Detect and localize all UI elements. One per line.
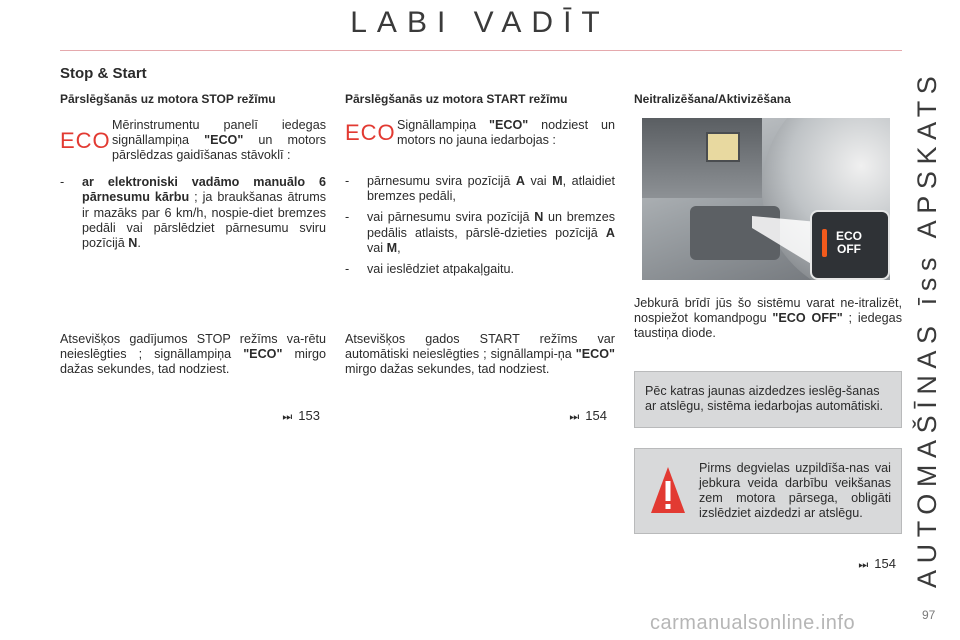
column-start-mode — [345, 92, 616, 423]
start-mode-bullets — [345, 174, 615, 277]
title-divider — [60, 50, 902, 51]
column-stop-mode — [60, 92, 326, 423]
diode-indicator-icon — [822, 229, 827, 257]
start-mode-heading: Pārslēgšanās uz motora START režīmu — [345, 92, 568, 106]
list-item: - vai pārnesumu svira pozīcijā N un bremzes pedālis atlaists, pārslē-dzieties pozīcijā A vai M, — [345, 210, 615, 255]
warning-exclamation-icon — [649, 465, 687, 517]
stop-mode-heading: Pārslēgšanās uz motora STOP režīmu — [60, 92, 276, 106]
page-reference-icon: ⏭ — [282, 411, 293, 423]
eco-off-label-line1: ECO — [836, 229, 863, 243]
list-item: - vai ieslēdziet atpakaļgaitu. — [345, 262, 615, 277]
start-mode-intro-text: Signāllampiņa "ECO" nodziest un motors no jauna iedarbojas : — [397, 118, 615, 148]
info-note-box — [634, 371, 902, 427]
stop-mode-note: Atsevišķos gadījumos STOP režīms va-rētu neieslēgties ; signāllampiņa "ECO" mirgo dažas sekundes, tad nodziest. — [60, 332, 326, 377]
start-mode-intro — [345, 118, 615, 148]
eco-off-label-line2: OFF — [837, 242, 861, 257]
neutralize-heading: Neitralizēšana/Aktivizēšana — [634, 92, 791, 106]
list-item: - ar elektroniski vadāmo manuālo 6 pārnesumu kārbu ; ja braukšanas ātrums ir mazāks par 6 km/h, nospie-diet bremzes pedāli vai pārslēdziet pārnesumu sviru pozīcijā N. — [60, 175, 326, 251]
section-heading: Stop & Start — [60, 65, 147, 82]
dashboard-photo — [642, 118, 890, 280]
neutralize-text: Jebkurā brīdī jūs šo sistēmu varat ne-itralizēt, nospiežot komandpogu "ECO OFF" ; iedegas taustiņa diode. — [634, 296, 902, 341]
watermark: carmanualsonline.info — [650, 612, 856, 634]
warning-text: Pirms degvielas uzpildīša-nas vai jebkura veida darbību veikšanas zem motora pārsega, obligāti izslēdziet aizdedzi ar atslēgu. — [699, 460, 891, 520]
page-reference-icon: ⏭ — [569, 411, 580, 423]
stop-mode-bullets — [60, 175, 326, 251]
eco-indicator-icon: ECO — [345, 120, 396, 145]
page-reference[interactable]: ⏭ 154 — [569, 408, 607, 423]
page-reference[interactable]: ⏭ 153 — [282, 408, 320, 423]
column-neutralize — [634, 92, 902, 572]
warning-box — [634, 448, 902, 534]
side-chapter-title: AUTOMAŠĪNAS īss APSKATS — [912, 69, 942, 588]
start-mode-note: Atsevišķos gados START režīms var automātiski neieslēgties ; signāllampi-ņa "ECO" mirgo dažas sekundes, tad nodziest. — [345, 332, 615, 377]
stop-mode-intro — [60, 118, 326, 163]
page-reference-icon: ⏭ — [858, 558, 869, 571]
eco-off-button[interactable] — [810, 210, 890, 280]
info-note-text: Pēc katras jaunas aizdedzes ieslēg-šanas ar atslēgu, sistēma iedarbojas automātiski. — [645, 384, 883, 414]
page-title: LABI VADĪT — [350, 6, 610, 39]
eco-indicator-icon: ECO — [60, 128, 111, 153]
stop-mode-intro-text: Mērinstrumentu panelī iedegas signāllampiņa "ECO" un motors pārslēdzas gaidīšanas stāvoklī : — [112, 118, 326, 163]
page-reference[interactable]: ⏭ 154 — [858, 555, 896, 571]
page-number: 97 — [922, 608, 936, 622]
list-item: - pārnesumu svira pozīcijā A vai M, atlaidiet bremzes pedāli, — [345, 174, 615, 204]
